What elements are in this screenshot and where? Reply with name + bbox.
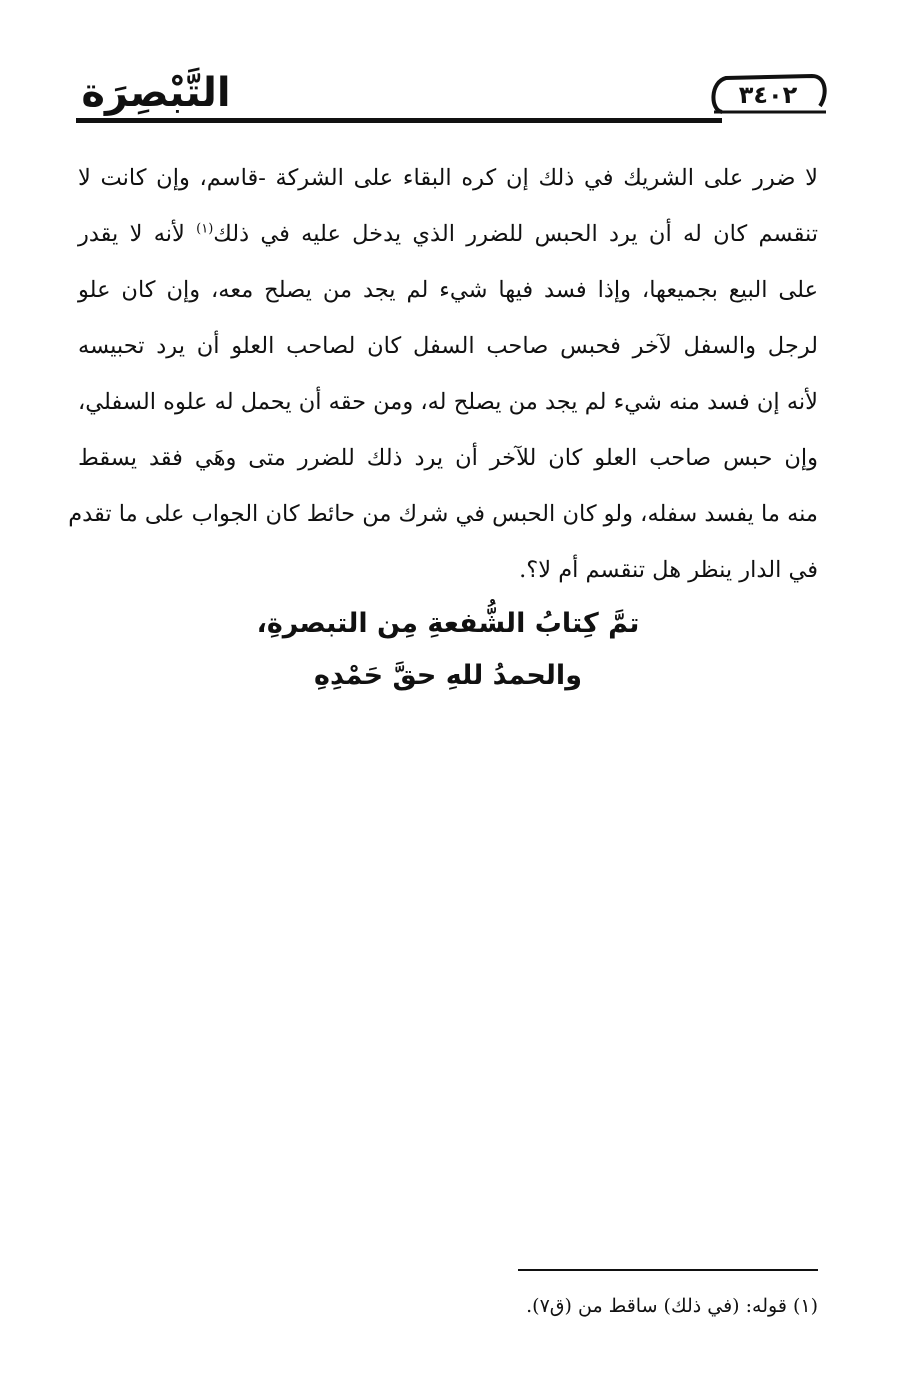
- colophon: [78, 598, 818, 702]
- text-line-2-end: لأنه لا يقدر: [78, 221, 197, 247]
- page-number-frame: [708, 72, 828, 118]
- text-line-5: لأنه إن فسد منه شيء لم يجد من يصلح له، ومن حقه أن يحمل له علوه السفلي،: [78, 389, 818, 415]
- text-line-2: [78, 206, 818, 262]
- text-line-3: على البيع بجميعها، وإذا فسد فيها شيء لم يجد من يصلح معه، وإن كان علو: [78, 277, 818, 303]
- colophon-line-2: والحمدُ للهِ حقَّ حَمْدِهِ: [314, 660, 582, 691]
- colophon-line-1: تمَّ كِتابُ الشُّفعةِ مِن التبصرةِ،: [256, 608, 640, 639]
- page-number: ٣٤٠٢: [738, 81, 798, 109]
- text-line-1: لا ضرر على الشريك في ذلك إن كره البقاء على الشركة -قاسم، وإن كانت لا: [78, 165, 818, 191]
- text-line-8: في الدار ينظر هل تنقسم أم لا؟.: [519, 557, 818, 583]
- main-text: [68, 150, 818, 598]
- running-title: التَّبْصِرَة: [81, 70, 231, 116]
- text-line-7: منه ما يفسد سفله، ولو كان الحبس في شرك من حائط كان الجواب على ما تقدم: [68, 501, 818, 527]
- footnote-reference: (١): [196, 221, 214, 237]
- text-line-2-start: تنقسم كان له أن يرد الحبس للضرر الذي يدخل عليه في ذلك: [213, 221, 818, 247]
- footnote-1: (١) قوله: (في ذلك) ساقط من (ق٧).: [526, 1295, 818, 1317]
- text-line-4: لرجل والسفل لآخر فحبس صاحب السفل كان لصاحب العلو أن يرد تحبيسه: [78, 333, 818, 359]
- page-header: [76, 66, 846, 130]
- header-rule: [76, 118, 722, 123]
- footnote-separator: [518, 1269, 818, 1271]
- text-line-6: وإن حبس صاحب العلو كان للآخر أن يرد ذلك للضرر متى وهَي فقد يسقط: [78, 445, 818, 471]
